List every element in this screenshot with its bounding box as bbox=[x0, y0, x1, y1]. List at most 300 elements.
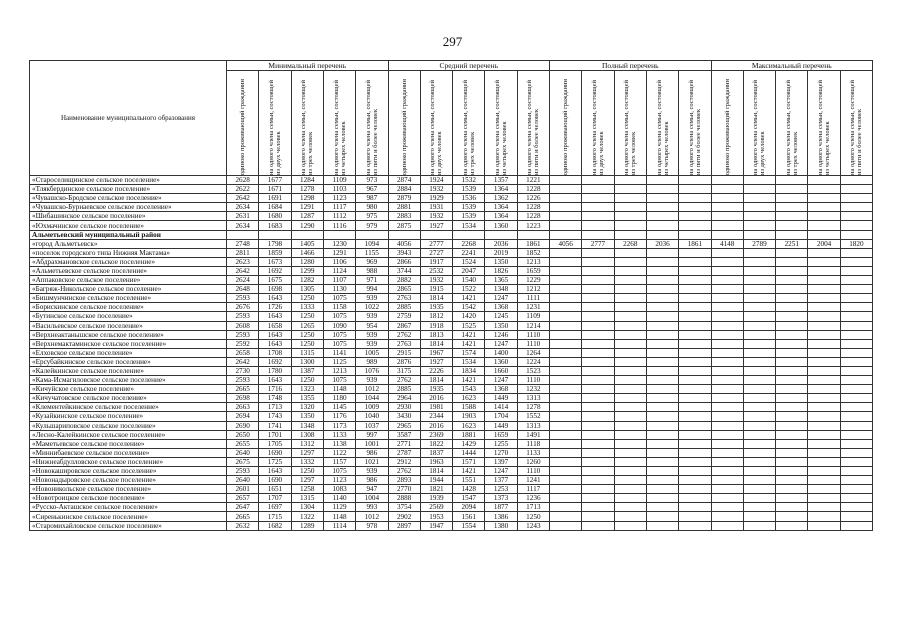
table-cell bbox=[614, 330, 646, 339]
table-cell bbox=[743, 448, 775, 457]
municipality-name: «поселок городского типа Нижняя Мактама» bbox=[30, 248, 227, 257]
table-cell: 1861 bbox=[679, 239, 711, 248]
table-cell: 2004 bbox=[808, 239, 840, 248]
table-cell bbox=[614, 266, 646, 275]
table-cell: 1312 bbox=[291, 439, 323, 448]
table-cell bbox=[582, 503, 614, 512]
table-cell bbox=[776, 503, 808, 512]
table-cell: 1623 bbox=[453, 421, 485, 430]
table-cell: 1659 bbox=[485, 430, 517, 439]
table-cell: 2888 bbox=[388, 494, 420, 503]
table-cell bbox=[808, 394, 840, 403]
table-cell bbox=[582, 248, 614, 257]
table-cell: 1691 bbox=[259, 194, 291, 203]
table-cell bbox=[776, 230, 808, 239]
table-cell bbox=[614, 457, 646, 466]
table-cell bbox=[808, 230, 840, 239]
table-cell bbox=[840, 276, 872, 285]
table-cell bbox=[614, 403, 646, 412]
table-cell: 1075 bbox=[323, 376, 355, 385]
table-cell bbox=[840, 303, 872, 312]
table-cell bbox=[840, 357, 872, 366]
table-cell bbox=[550, 348, 582, 357]
table-cell: 2885 bbox=[388, 303, 420, 312]
table-cell: 1551 bbox=[453, 476, 485, 485]
table-cell bbox=[550, 248, 582, 257]
table-cell: 1812 bbox=[420, 312, 452, 321]
table-cell bbox=[840, 448, 872, 457]
table-cell: 1643 bbox=[259, 312, 291, 321]
table-cell: 1348 bbox=[485, 285, 517, 294]
table-cell bbox=[679, 321, 711, 330]
table-cell bbox=[582, 212, 614, 221]
municipality-name: «Верхнемактаминское сельское поселение» bbox=[30, 339, 227, 348]
table-cell: 2622 bbox=[227, 185, 259, 194]
table-cell bbox=[840, 457, 872, 466]
table-row bbox=[30, 348, 873, 357]
table-cell: 1643 bbox=[259, 339, 291, 348]
table-cell bbox=[550, 376, 582, 385]
table-cell bbox=[840, 521, 872, 530]
header-subcol: на одного члена семьи, состоящей из двух человек bbox=[743, 71, 775, 176]
table-cell bbox=[550, 521, 582, 530]
table-cell: 1623 bbox=[453, 394, 485, 403]
table-cell: 1421 bbox=[453, 467, 485, 476]
table-cell: 2634 bbox=[227, 203, 259, 212]
table-cell: 1287 bbox=[291, 212, 323, 221]
table-cell: 1243 bbox=[517, 521, 549, 530]
table-cell: 1837 bbox=[420, 448, 452, 457]
table-cell bbox=[776, 476, 808, 485]
header-subcol: на одного члена семьи, состоящей из пяти и более человек bbox=[840, 71, 872, 176]
table-cell: 1110 bbox=[517, 376, 549, 385]
table-cell: 1397 bbox=[485, 457, 517, 466]
municipality-name: «Кульшариповское сельское поселение» bbox=[30, 421, 227, 430]
table-cell: 1228 bbox=[517, 212, 549, 221]
table-cell bbox=[646, 503, 678, 512]
table-cell bbox=[711, 339, 743, 348]
table-cell: 1927 bbox=[420, 357, 452, 366]
table-cell bbox=[614, 203, 646, 212]
table-cell: 2930 bbox=[388, 403, 420, 412]
municipality-name: «Елховское сельское поселение» bbox=[30, 348, 227, 357]
table-cell: 947 bbox=[356, 485, 388, 494]
table-cell: 1814 bbox=[420, 294, 452, 303]
table-cell: 1258 bbox=[291, 485, 323, 494]
table-cell bbox=[711, 366, 743, 375]
table-cell bbox=[776, 194, 808, 203]
table-cell bbox=[743, 321, 775, 330]
table-cell bbox=[711, 521, 743, 530]
table-cell bbox=[743, 285, 775, 294]
table-cell: 1881 bbox=[453, 430, 485, 439]
table-cell: 2865 bbox=[388, 285, 420, 294]
table-cell bbox=[614, 357, 646, 366]
table-cell: 1232 bbox=[517, 385, 549, 394]
table-cell bbox=[679, 257, 711, 266]
table-cell bbox=[614, 276, 646, 285]
table-cell bbox=[646, 294, 678, 303]
table-cell bbox=[550, 185, 582, 194]
table-cell bbox=[679, 521, 711, 530]
table-cell bbox=[711, 485, 743, 494]
table-cell: 1103 bbox=[323, 185, 355, 194]
table-cell: 1939 bbox=[420, 494, 452, 503]
table-cell bbox=[743, 212, 775, 221]
table-cell: 2762 bbox=[388, 330, 420, 339]
header-subcol: на одного члена семьи, состоящей из четырех человек bbox=[646, 71, 678, 176]
table-cell bbox=[582, 266, 614, 275]
table-cell bbox=[840, 230, 872, 239]
table-cell: 1697 bbox=[259, 503, 291, 512]
table-cell bbox=[808, 467, 840, 476]
table-row bbox=[30, 366, 873, 375]
table-cell: 1125 bbox=[323, 357, 355, 366]
table-cell: 1297 bbox=[291, 448, 323, 457]
table-cell bbox=[582, 357, 614, 366]
table-cell: 2569 bbox=[420, 503, 452, 512]
table-cell bbox=[646, 276, 678, 285]
table-cell: 1931 bbox=[420, 203, 452, 212]
table-cell bbox=[743, 430, 775, 439]
table-cell: 1574 bbox=[453, 348, 485, 357]
table-cell bbox=[550, 176, 582, 185]
table-cell: 1360 bbox=[485, 357, 517, 366]
table-cell bbox=[808, 330, 840, 339]
table-cell bbox=[679, 385, 711, 394]
table-cell: 2655 bbox=[227, 439, 259, 448]
table-cell bbox=[808, 339, 840, 348]
table-cell bbox=[646, 185, 678, 194]
table-cell bbox=[679, 185, 711, 194]
table-cell: 1230 bbox=[323, 239, 355, 248]
table-cell bbox=[808, 285, 840, 294]
table-cell: 1360 bbox=[485, 221, 517, 230]
table-cell bbox=[840, 257, 872, 266]
table-cell: 1308 bbox=[291, 430, 323, 439]
municipality-name: «Лесно-Калейкинское сельское поселение» bbox=[30, 430, 227, 439]
table-cell bbox=[550, 494, 582, 503]
table-cell: 939 bbox=[356, 330, 388, 339]
table-cell bbox=[743, 394, 775, 403]
municipality-name: «Чувашско-Бродское сельское поселение» bbox=[30, 194, 227, 203]
table-cell: 986 bbox=[356, 476, 388, 485]
municipality-name: «Клементейкинское сельское поселение» bbox=[30, 403, 227, 412]
table-cell bbox=[776, 321, 808, 330]
table-cell bbox=[808, 457, 840, 466]
table-cell: 1291 bbox=[291, 203, 323, 212]
table-cell: 1701 bbox=[259, 430, 291, 439]
table-cell: 1253 bbox=[485, 485, 517, 494]
table-cell bbox=[743, 257, 775, 266]
table-cell bbox=[840, 503, 872, 512]
table-cell: 1282 bbox=[291, 276, 323, 285]
table-cell: 1076 bbox=[356, 366, 388, 375]
table-cell: 2047 bbox=[453, 266, 485, 275]
header-subcol: одиноко проживающий гражданин bbox=[550, 71, 582, 176]
table-cell: 1421 bbox=[453, 330, 485, 339]
table-cell bbox=[679, 448, 711, 457]
municipality-name: «Русско-Акташское сельское поселение» bbox=[30, 503, 227, 512]
table-cell bbox=[711, 230, 743, 239]
table-cell: 1229 bbox=[517, 276, 549, 285]
header-subcol: на одного члена семьи, состоящей из четырех человек bbox=[808, 71, 840, 176]
table-cell bbox=[808, 421, 840, 430]
table-cell: 2036 bbox=[646, 239, 678, 248]
table-cell: 2658 bbox=[227, 348, 259, 357]
table-cell: 1705 bbox=[259, 439, 291, 448]
table-cell bbox=[582, 285, 614, 294]
table-cell bbox=[517, 230, 549, 239]
table-cell: 1221 bbox=[517, 176, 549, 185]
table-cell: 2593 bbox=[227, 330, 259, 339]
table-cell: 1542 bbox=[453, 303, 485, 312]
table-cell: 2777 bbox=[582, 239, 614, 248]
table-cell: 1297 bbox=[291, 476, 323, 485]
table-cell bbox=[808, 221, 840, 230]
table-cell bbox=[711, 385, 743, 394]
table-cell bbox=[614, 476, 646, 485]
table-cell: 1716 bbox=[259, 385, 291, 394]
table-cell: 1260 bbox=[517, 457, 549, 466]
table-cell: 2690 bbox=[227, 421, 259, 430]
table-cell: 2874 bbox=[388, 176, 420, 185]
table-cell: 1726 bbox=[259, 303, 291, 312]
table-cell: 1421 bbox=[453, 376, 485, 385]
table-cell: 1932 bbox=[420, 276, 452, 285]
table-cell: 2593 bbox=[227, 312, 259, 321]
table-cell: 1333 bbox=[291, 303, 323, 312]
table-cell bbox=[614, 303, 646, 312]
table-row bbox=[30, 276, 873, 285]
table-cell bbox=[614, 430, 646, 439]
table-cell bbox=[776, 448, 808, 457]
table-cell: 1250 bbox=[291, 294, 323, 303]
table-cell: 1075 bbox=[323, 294, 355, 303]
table-cell: 1932 bbox=[420, 185, 452, 194]
table-cell bbox=[550, 357, 582, 366]
table-cell bbox=[679, 512, 711, 521]
table-cell bbox=[711, 421, 743, 430]
table-cell bbox=[711, 476, 743, 485]
table-cell bbox=[550, 203, 582, 212]
table-cell: 1588 bbox=[453, 403, 485, 412]
municipality-name: «Нижнеабдулловское сельское поселение» bbox=[30, 457, 227, 466]
table-cell bbox=[743, 512, 775, 521]
table-cell: 1228 bbox=[517, 185, 549, 194]
table-cell: 975 bbox=[356, 212, 388, 221]
table-cell bbox=[711, 403, 743, 412]
table-cell bbox=[711, 194, 743, 203]
table-cell bbox=[679, 339, 711, 348]
table-cell: 1289 bbox=[291, 521, 323, 530]
table-cell bbox=[776, 439, 808, 448]
table-cell: 971 bbox=[356, 276, 388, 285]
table-cell: 1247 bbox=[485, 467, 517, 476]
table-cell: 969 bbox=[356, 257, 388, 266]
table-cell bbox=[614, 212, 646, 221]
table-cell bbox=[808, 476, 840, 485]
table-cell: 1155 bbox=[356, 248, 388, 257]
table-cell bbox=[550, 212, 582, 221]
table-cell: 2268 bbox=[614, 239, 646, 248]
table-cell bbox=[776, 430, 808, 439]
table-cell bbox=[679, 303, 711, 312]
table-cell: 979 bbox=[356, 221, 388, 230]
table-cell bbox=[840, 348, 872, 357]
table-cell bbox=[550, 321, 582, 330]
table-cell bbox=[646, 430, 678, 439]
table-cell bbox=[776, 294, 808, 303]
table-cell: 2650 bbox=[227, 430, 259, 439]
table-row bbox=[30, 503, 873, 512]
table-cell: 1377 bbox=[485, 476, 517, 485]
table-cell: 1814 bbox=[420, 467, 452, 476]
table-cell bbox=[776, 385, 808, 394]
table-cell: 2226 bbox=[420, 366, 452, 375]
table-cell bbox=[614, 421, 646, 430]
table-row bbox=[30, 439, 873, 448]
table-cell: 2624 bbox=[227, 276, 259, 285]
table-cell: 1224 bbox=[517, 357, 549, 366]
table-cell bbox=[808, 248, 840, 257]
table-cell bbox=[808, 348, 840, 357]
municipality-name: «Васильевское сельское поселение» bbox=[30, 321, 227, 330]
table-cell: 2593 bbox=[227, 467, 259, 476]
table-cell: 2593 bbox=[227, 294, 259, 303]
table-cell bbox=[582, 512, 614, 521]
table-cell: 1250 bbox=[517, 512, 549, 521]
table-cell: 1228 bbox=[517, 203, 549, 212]
table-cell: 2623 bbox=[227, 257, 259, 266]
table-cell: 1158 bbox=[323, 303, 355, 312]
table-cell: 1355 bbox=[291, 394, 323, 403]
table-cell bbox=[743, 194, 775, 203]
table-cell bbox=[550, 467, 582, 476]
header-subcol: на одного члена семьи, состоящей из двух человек bbox=[582, 71, 614, 176]
table-cell: 2759 bbox=[388, 312, 420, 321]
table-cell bbox=[743, 521, 775, 530]
table-cell bbox=[646, 385, 678, 394]
table-cell bbox=[646, 421, 678, 430]
table-cell bbox=[840, 512, 872, 521]
table-cell bbox=[808, 512, 840, 521]
table-cell bbox=[646, 257, 678, 266]
table-cell: 1332 bbox=[291, 457, 323, 466]
table-cell: 1814 bbox=[420, 376, 452, 385]
table-cell bbox=[679, 276, 711, 285]
table-cell: 1109 bbox=[323, 176, 355, 185]
table-cell: 1554 bbox=[453, 521, 485, 530]
table-cell: 1491 bbox=[517, 430, 549, 439]
table-cell bbox=[582, 312, 614, 321]
table-cell: 1111 bbox=[517, 294, 549, 303]
table-cell: 2694 bbox=[227, 412, 259, 421]
table-cell: 978 bbox=[356, 521, 388, 530]
table-cell: 1315 bbox=[291, 348, 323, 357]
table-cell: 2763 bbox=[388, 294, 420, 303]
table-cell bbox=[840, 176, 872, 185]
table-cell: 1380 bbox=[485, 521, 517, 530]
table-cell bbox=[776, 376, 808, 385]
table-cell bbox=[646, 521, 678, 530]
table-cell bbox=[356, 230, 388, 239]
table-cell: 2640 bbox=[227, 476, 259, 485]
table-cell: 2665 bbox=[227, 385, 259, 394]
table-cell: 1373 bbox=[485, 494, 517, 503]
table-cell bbox=[614, 321, 646, 330]
table-cell bbox=[808, 357, 840, 366]
table-cell: 1704 bbox=[485, 412, 517, 421]
table-cell bbox=[808, 321, 840, 330]
table-cell bbox=[646, 266, 678, 275]
table-cell bbox=[808, 439, 840, 448]
table-cell: 989 bbox=[356, 357, 388, 366]
table-cell: 1780 bbox=[259, 366, 291, 375]
table-cell: 1643 bbox=[259, 467, 291, 476]
table-cell bbox=[646, 357, 678, 366]
table-cell bbox=[711, 376, 743, 385]
table-cell: 1250 bbox=[291, 467, 323, 476]
table-cell: 3744 bbox=[388, 266, 420, 275]
table-cell: 2730 bbox=[227, 366, 259, 375]
table-cell bbox=[614, 448, 646, 457]
table-cell bbox=[646, 285, 678, 294]
table-row bbox=[30, 457, 873, 466]
header-subcol: на одного члена семьи, состоящей из трех человек bbox=[614, 71, 646, 176]
table-cell bbox=[679, 467, 711, 476]
table-cell bbox=[808, 303, 840, 312]
table-cell bbox=[646, 348, 678, 357]
header-subcol: на одного члена семьи, состоящей из трех человек bbox=[453, 71, 485, 176]
table-cell: 1075 bbox=[323, 339, 355, 348]
table-cell: 1110 bbox=[517, 339, 549, 348]
municipality-name: «Багряж-Никольское сельское поселение» bbox=[30, 285, 227, 294]
table-cell: 2675 bbox=[227, 457, 259, 466]
table-cell: 967 bbox=[356, 185, 388, 194]
table-cell: 1090 bbox=[323, 321, 355, 330]
table-cell bbox=[646, 412, 678, 421]
table-cell: 939 bbox=[356, 294, 388, 303]
table-cell bbox=[743, 303, 775, 312]
table-cell bbox=[646, 194, 678, 203]
table-cell: 2676 bbox=[227, 303, 259, 312]
table-cell: 1708 bbox=[259, 348, 291, 357]
page-number: 297 bbox=[442, 34, 463, 49]
header-subcol: на одного члена семьи, состоящей из двух человек bbox=[420, 71, 452, 176]
table-cell bbox=[840, 212, 872, 221]
table-cell: 1236 bbox=[517, 494, 549, 503]
municipality-name: «Миннибаевское сельское поселение» bbox=[30, 448, 227, 457]
municipality-name: «Ерсубайкинское сельское поселение» bbox=[30, 357, 227, 366]
table-row bbox=[30, 248, 873, 257]
table-cell: 1918 bbox=[420, 321, 452, 330]
municipality-name: «Новоникольское сельское поселение» bbox=[30, 485, 227, 494]
table-cell bbox=[646, 457, 678, 466]
table-cell bbox=[614, 494, 646, 503]
table-cell bbox=[840, 412, 872, 421]
table-cell bbox=[808, 503, 840, 512]
municipality-name: «Аппаковское сельское поселение» bbox=[30, 276, 227, 285]
table-cell bbox=[808, 385, 840, 394]
table-cell: 1280 bbox=[291, 257, 323, 266]
table-cell: 2241 bbox=[453, 248, 485, 257]
table-cell bbox=[679, 503, 711, 512]
table-cell: 1680 bbox=[259, 212, 291, 221]
table-cell bbox=[614, 503, 646, 512]
table-cell: 1123 bbox=[323, 194, 355, 203]
municipality-name: «Калейкинское сельское поселение» bbox=[30, 366, 227, 375]
